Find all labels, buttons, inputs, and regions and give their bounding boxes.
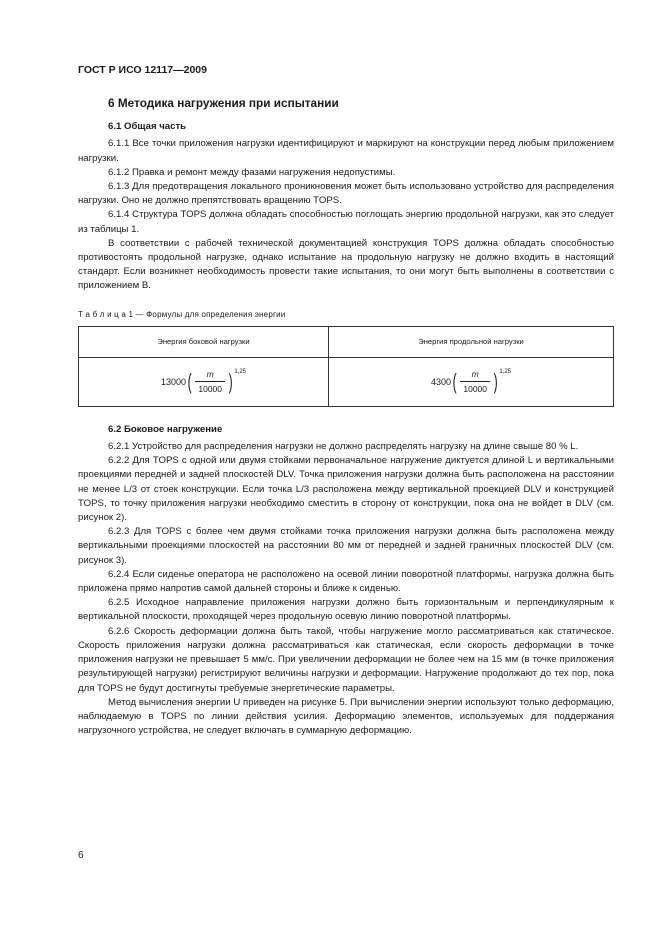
formula-exponent: 1,25 <box>499 369 512 376</box>
page-number: 6 <box>78 850 84 861</box>
formula-coefficient: 4300 <box>431 376 452 387</box>
paragraph-6-2-6: 6.2.6 Скорость деформации должна быть такой, чтобы нагружение могло рассматриваться как статическое. Скорость приложения нагрузки должна рассматриваться как статическая, если скорость деформации в точке приложения нагрузки не превышает 5 мм/с. При увеличении деформации не более чем на 15 мм (в точке приложения результирующей нагрузки) регистрируют величины нагрузки и деформации. Нагружение продолжают до тех пор, пока для TOPS не будут достигнуты требуемые энергетические параметры. <box>78 625 614 694</box>
formula-numerator: m <box>471 369 479 380</box>
formula-numerator: m <box>206 369 214 380</box>
formula-exponent: 1,25 <box>234 369 247 376</box>
paragraph-6-2-2: 6.2.2 Для TOPS с одной или двумя стойками первоначальное нагружение диктуется длиной L и вертикальными проекциями передней и задней плоскостей DLV. Точка приложения нагрузки должна быть расположена на расстоянии не менее L/3 от стоек конструкции. Если точка L/3 расположена между вертикальной проекцией DLV и конструкцией TOPS, то точку приложения нагрузки необходимо сместить в сторону от конструкции, пока она не войдет в DLV (см. рисунок 2). <box>78 455 614 524</box>
table-header-lateral: Энергия боковой нагрузки <box>79 326 329 357</box>
page-content <box>78 96 614 738</box>
paragraph-6-2-5: 6.2.5 Исходное направление приложения нагрузки должно быть горизонтальным и перпендикулярным к вертикальной плоскости, проходящей через продольную осевую линию поворотной платформы. <box>78 597 614 623</box>
formula-coefficient: 13000 <box>161 376 187 387</box>
section-title: 6 Методика нагружения при испытании <box>108 96 339 110</box>
paragraph-6-1-4: 6.1.4 Структура TOPS должна обладать способностью поглощать энергию продольной нагрузки, как это следует из таблицы 1. <box>78 209 614 235</box>
document-header: ГОСТ Р ИСО 12117—2009 <box>78 64 207 76</box>
paragraph-6-2-4: 6.2.4 Если сиденье оператора не расположено на осевой линии поворотной платформы, нагрузка должна быть приложена прямо напротив самой дальней стороны и ближе к сиденью. <box>78 568 614 595</box>
subsection-title-6-1: 6.1 Общая часть <box>108 121 187 133</box>
formula-lateral: 13000 ( $\frac{m}{10000}$ ) 1,25 <box>79 357 329 406</box>
formula-longitudinal: 4300 ( $\frac{m}{10000}$ ) 1,25 <box>329 357 614 406</box>
paragraph-6-2-1: 6.2.1 Устройство для распределения нагрузки не должно распределять нагрузку на длине свыше 80 % L. <box>108 441 579 453</box>
paragraph-energy-method: Метод вычисления энергии U приведен на рисунке 5. При вычислении энергии используют только деформацию, наблюдаемую в TOPS по линии действия усилия. Деформацию элементов, используемых для поддержания нагрузочного устройства, не следует включать в суммарную деформацию. <box>78 696 614 737</box>
paragraph-6-1-2: 6.1.2 Правка и ремонт между фазами нагружения недопустимы. <box>108 166 396 178</box>
formula-denominator: 10000 <box>198 384 222 395</box>
energy-formula-table <box>78 326 614 407</box>
paragraph-6-2-3: 6.2.3 Для TOPS с более чем двумя стойками точка приложения нагрузки должна быть расположена между вертикальными проекциями плоскостей на расстоянии 80 мм от передней и задней граничных плоскостей DLV (см. рисунок 3). <box>78 526 614 566</box>
paragraph-6-1-3: 6.1.3 Для предотвращения локального проникновения может быть использовано устройство для распределения нагрузки. Оно не должно препятствовать вращению TOPS. <box>78 181 614 207</box>
formula-denominator: 10000 <box>463 384 487 395</box>
table-header-longitudinal: Энергия продольной нагрузки <box>329 326 614 357</box>
paragraph-6-1-4-cont: В соответствии с рабочей технической документацией конструкция TOPS должна обладать способностью противостоять продольной нагрузке, однако испытание на продольную нагрузку не должно входить в настоящий стандарт. Если возникнет необходимость провести такие испытания, то они могут быть выполнены в соответствии с приложением В. <box>78 237 614 292</box>
subsection-title-6-2: 6.2 Боковое нагружение <box>108 423 223 435</box>
paragraph-6-1-1: 6.1.1 Все точки приложения нагрузки идентифицируют и маркируют на конструкции перед любым приложением нагрузки. <box>78 138 614 164</box>
table-caption: Т а б л и ц а 1 — Формулы для определения энергии <box>78 309 286 319</box>
